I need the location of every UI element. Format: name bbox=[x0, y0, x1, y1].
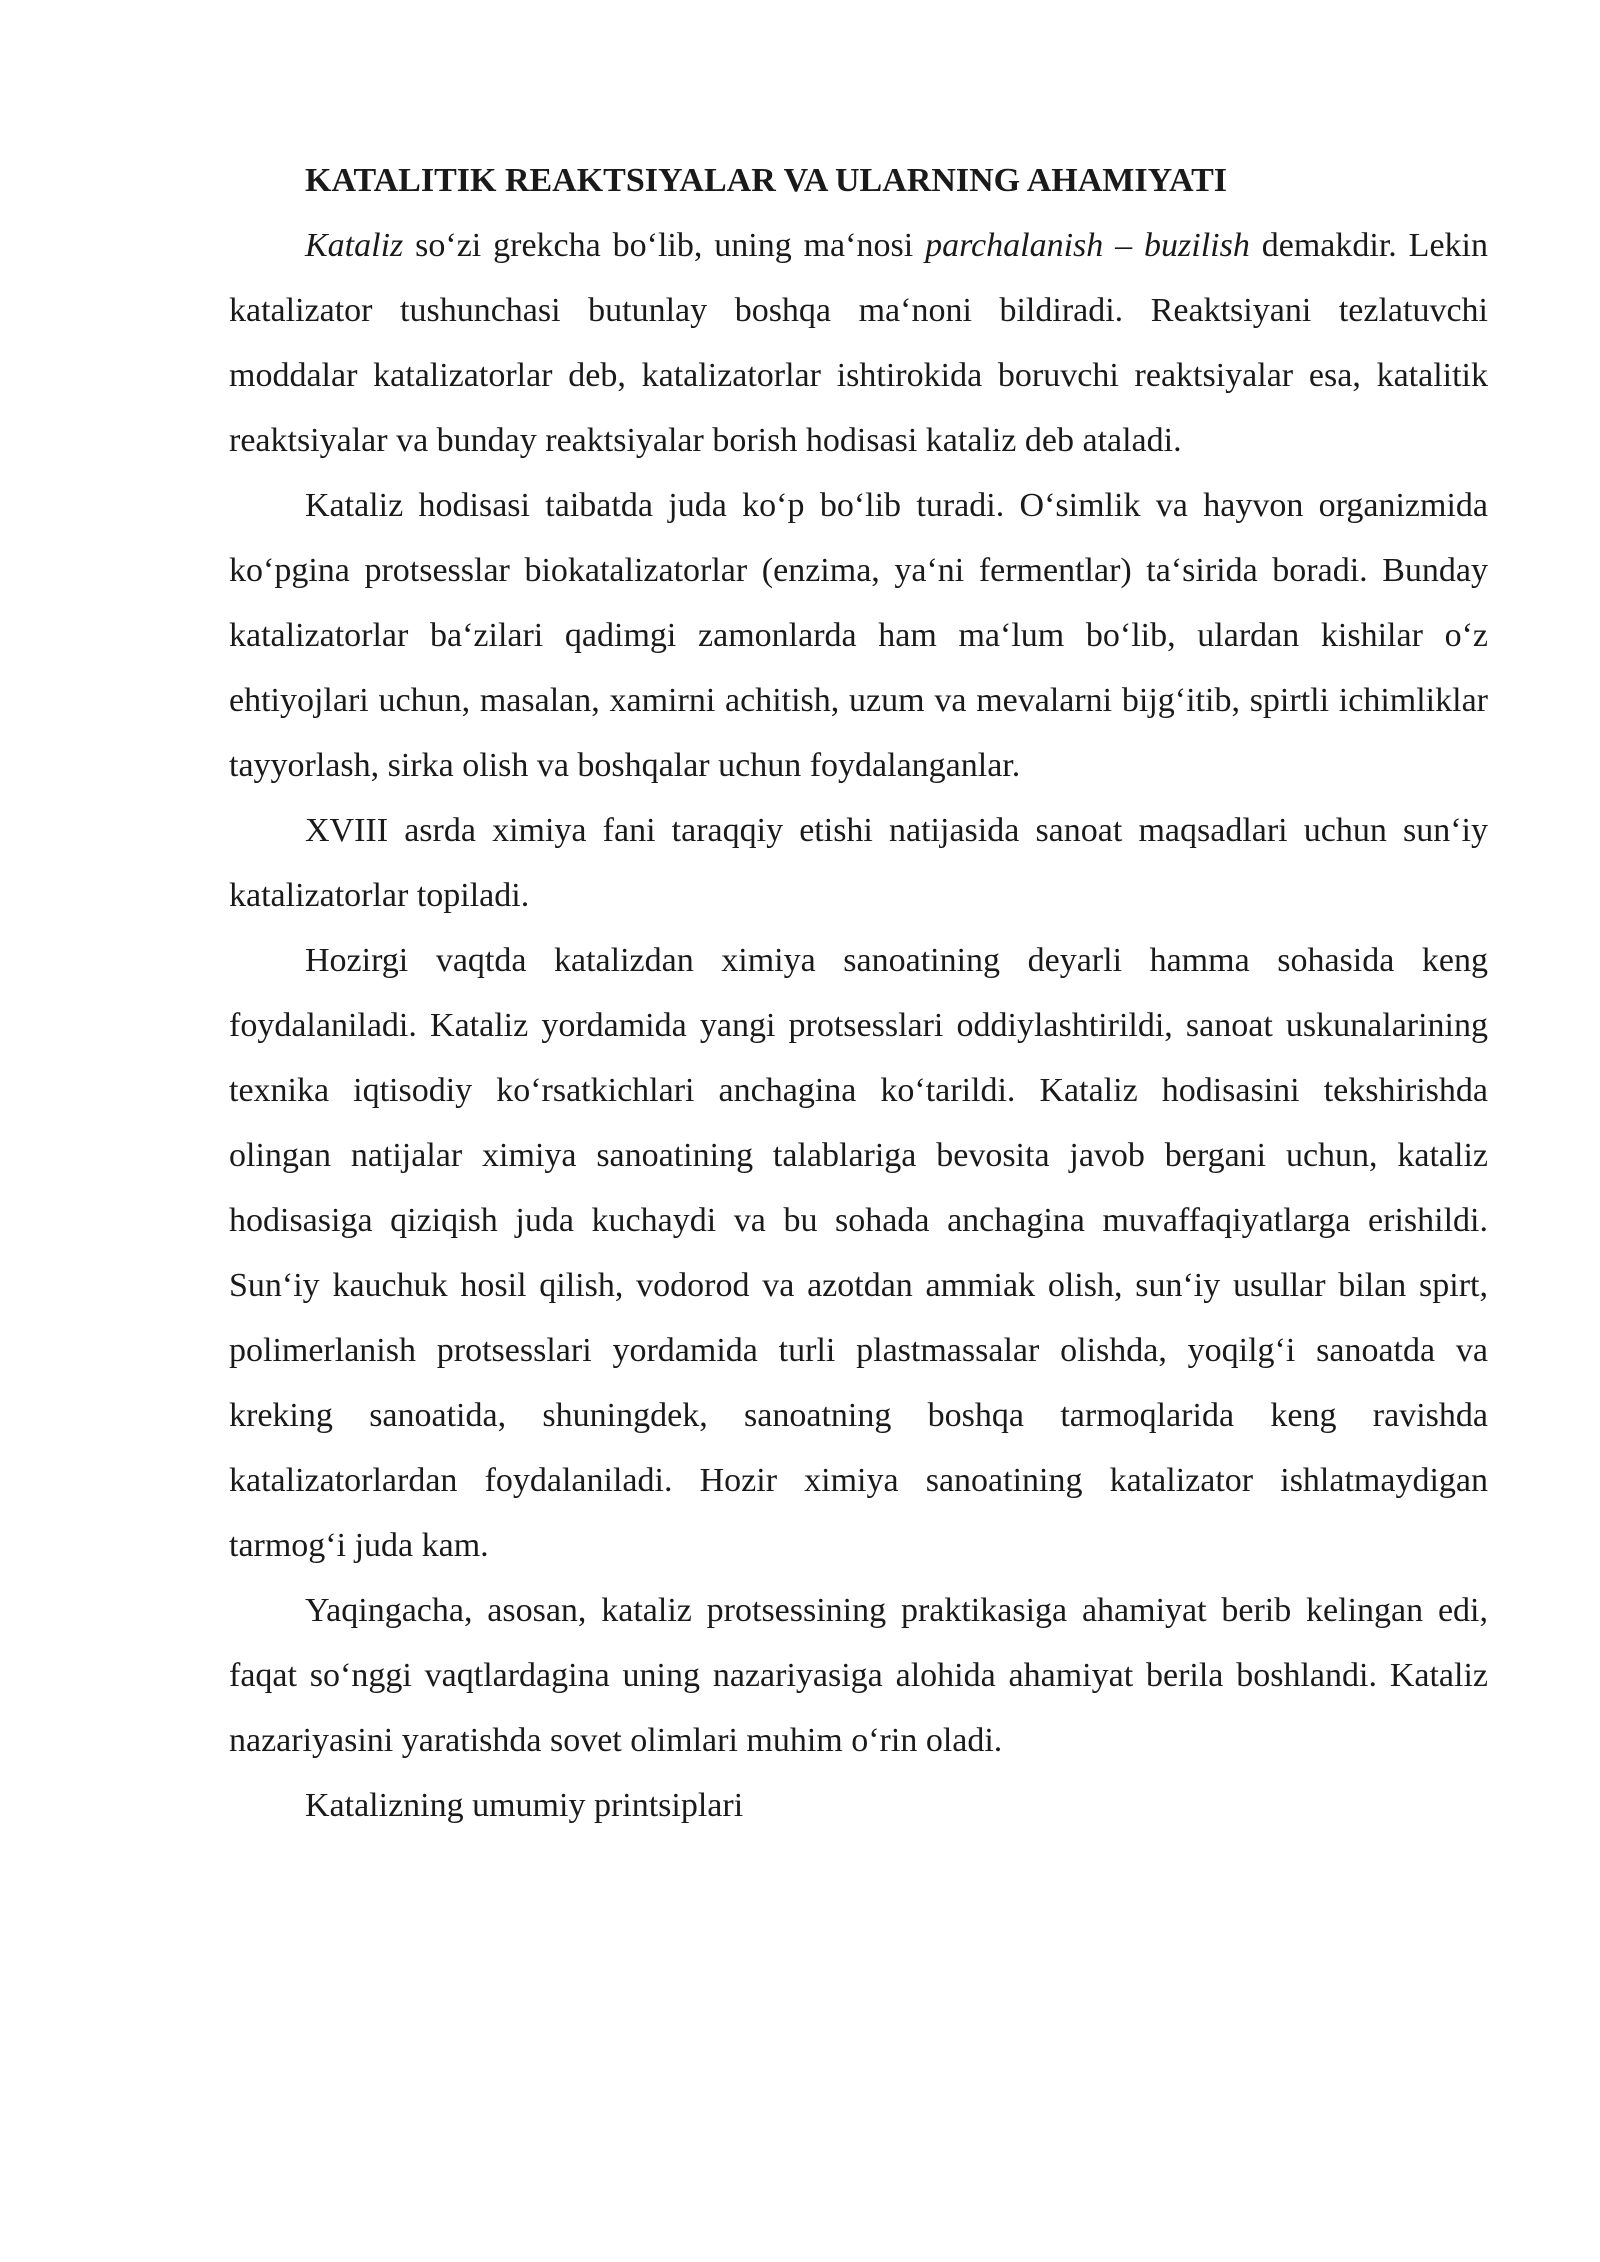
term-kataliz: Kataliz bbox=[305, 227, 404, 264]
paragraph-5: Yaqingacha, asosan, kataliz protsessining praktikasiga ahamiyat berib kelingan edi, faqat so‘nggi vaqtlardagina uning nazariyasiga alohida ahamiyat berila boshlandi. Kataliz nazariyasini yaratishda sovet olimlari muhim o‘rin oladi. bbox=[229, 1592, 1488, 1759]
paragraph-1 bbox=[229, 213, 1488, 473]
paragraph-1-part-2: demakdir. Lekin katalizator tushunchasi butunlay boshqa ma‘noni bildiradi. Reaktsiyani tezlatuvchi moddalar katalizatorlar deb, katalizatorlar ishtirokida boruvchi reaktsiyalar esa, katalitik reaktsiyalar va bunday reaktsiyalar borish hodisasi kataliz deb ataladi. bbox=[229, 227, 1488, 459]
section-heading: Katalizning umumiy printsiplari bbox=[305, 1787, 744, 1824]
document-page bbox=[229, 148, 1488, 1838]
term-meaning: parchalanish – buzilish bbox=[925, 227, 1250, 264]
document-title: KATALITIK REAKTSIYALAR VA ULARNING AHAMIYATI bbox=[305, 162, 1228, 199]
paragraph-3: XVIII asrda ximiya fani taraqqiy etishi natijasida sanoat maqsadlari uchun sun‘iy katalizatorlar topiladi. bbox=[229, 812, 1488, 914]
paragraph-4: Hozirgi vaqtda katalizdan ximiya sanoatining deyarli hamma sohasida keng foydalaniladi. Kataliz yordamida yangi protsesslari oddiylashtirildi, sanoat uskunalarining texnika iqtisodiy ko‘rsatkichlari anchagina ko‘tarildi. Kataliz hodisasini tekshirishda olingan natijalar ximiya sanoatining talablariga bevosita javob bergani uchun, kataliz hodisasiga qiziqish juda kuchaydi va bu sohada anchagina muvaffaqiyatlarga erishildi. Sun‘iy kauchuk hosil qilish, vodorod va azotdan ammiak olish, sun‘iy usullar bilan spirt, polimerlanish protsesslari yordamida turli plastmassalar olishda, yoqilg‘i sanoatda va kreking sanoatida, shuningdek, sanoatning boshqa tarmoqlarida keng ravishda katalizatorlardan foydalaniladi. Hozir ximiya sanoatining katalizator ishlatmaydigan tarmog‘i juda kam. bbox=[229, 942, 1488, 1564]
paragraph-1-part-1: so‘zi grekcha bo‘lib, uning ma‘nosi bbox=[403, 227, 926, 264]
paragraph-2: Kataliz hodisasi taibatda juda ko‘p bo‘lib turadi. O‘simlik va hayvon organizmida ko‘pgina protsesslar biokatalizatorlar (enzima, ya‘ni fermentlar) ta‘sirida boradi. Bunday katalizatorlar ba‘zilari qadimgi zamonlarda ham ma‘lum bo‘lib, ulardan kishilar o‘z ehtiyojlari uchun, masalan, xamirni achitish, uzum va mevalarni bijg‘itib, spirtli ichimliklar tayyorlash, sirka olish va boshqalar uchun foydalanganlar. bbox=[229, 487, 1488, 784]
